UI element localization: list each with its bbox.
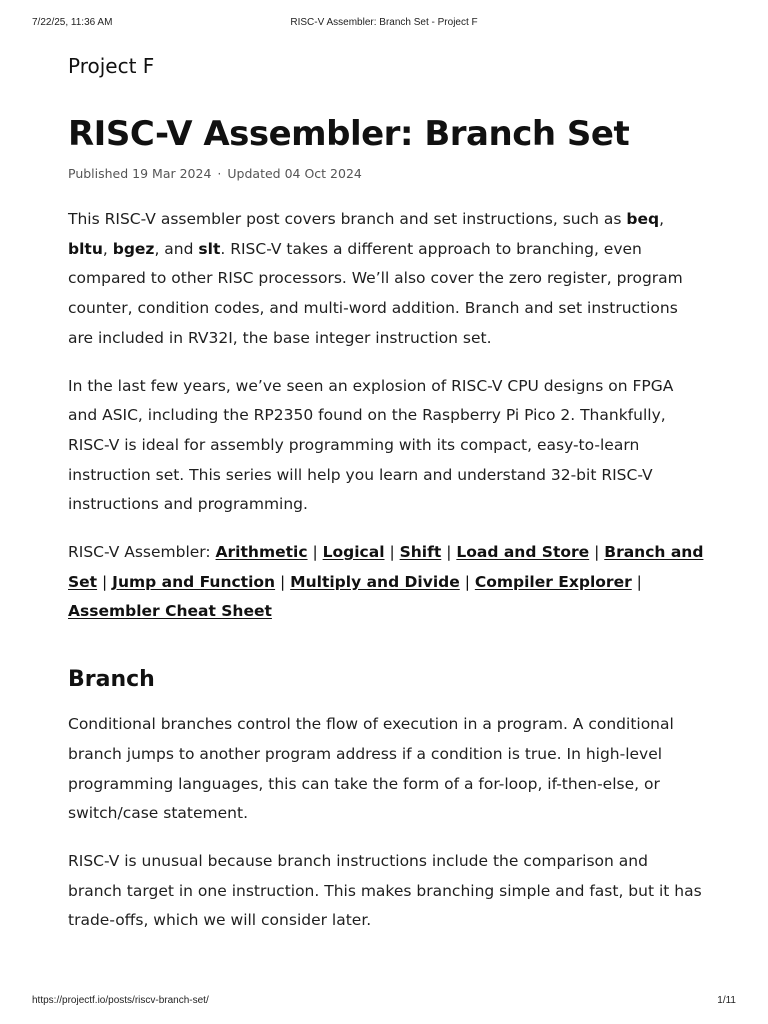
instr-bgez: bgez xyxy=(112,239,155,258)
series-separator: | xyxy=(384,543,400,562)
series-separator: | xyxy=(307,543,323,562)
series-separator: | xyxy=(441,543,457,562)
intro-text: This RISC-V assembler post covers branch and set instructions, such as xyxy=(68,210,627,228)
intro-text: , xyxy=(659,210,665,228)
series-label: RISC-V Assembler: xyxy=(68,543,216,562)
branch-paragraph-2: RISC-V is unusual because branch instructions include the comparison and branch target in one instruction. This makes branching simple and fast, but it has trade-offs, which we will consider later. xyxy=(68,851,702,930)
print-header xyxy=(0,17,768,31)
post-title: RISC-V Assembler: Branch Set xyxy=(68,114,630,154)
print-footer xyxy=(0,995,768,1009)
series-nav xyxy=(68,538,704,627)
post-meta xyxy=(68,166,362,181)
series-link-logical[interactable]: Logical xyxy=(322,543,385,562)
series-link-jump-function[interactable]: Jump and Function xyxy=(112,572,276,591)
print-page-number: 1/11 xyxy=(717,995,736,1006)
intro-text: . RISC-V takes a different approach to branching, even compared to other RISC processors. We’ll also cover the zero register, program counter, condition codes, and multi-word addition. Branch and set instructions are included in RV32I, the base integer instruction set. xyxy=(68,239,683,347)
series-link-cheat-sheet[interactable]: Assembler Cheat Sheet xyxy=(68,602,272,621)
series-separator: | xyxy=(589,543,605,562)
series-link-branch-set[interactable]: Branch and Set xyxy=(68,543,704,591)
print-doc-title: RISC-V Assembler: Branch Set - Project F xyxy=(290,17,478,28)
instr-beq: beq xyxy=(626,210,660,228)
intro-paragraph-1 xyxy=(68,205,704,354)
print-datetime: 7/22/25, 11:36 AM xyxy=(32,17,113,28)
instr-slt: slt xyxy=(198,239,221,258)
site-title[interactable]: Project F xyxy=(68,54,155,78)
instr-bltu: bltu xyxy=(68,239,103,258)
meta-separator: · xyxy=(217,166,222,181)
series-separator: | xyxy=(97,572,113,591)
series-link-shift[interactable]: Shift xyxy=(399,543,442,562)
series-separator: | xyxy=(631,572,642,591)
print-url: https://projectf.io/posts/riscv-branch-set/ xyxy=(32,995,209,1006)
post-content xyxy=(68,205,704,954)
intro-text: , and xyxy=(154,239,199,258)
branch-paragraph-1: Conditional branches control the flow of execution in a program. A conditional branch jumps to another program address if a condition is true. In high-level programming languages, this can take the form of a for-loop, if-then-else, or switch/case statement. xyxy=(68,715,674,823)
series-link-multiply-divide[interactable]: Multiply and Divide xyxy=(290,572,460,591)
updated-date: Updated 04 Oct 2024 xyxy=(227,166,362,181)
series-separator: | xyxy=(459,572,475,591)
series-separator: | xyxy=(275,572,291,591)
published-date: Published 19 Mar 2024 xyxy=(68,166,212,181)
intro-paragraph-2: In the last few years, we’ve seen an explosion of RISC-V CPU designs on FPGA and ASIC, including the RP2350 found on the Raspberry Pi Pico 2. Thankfully, RISC-V is ideal for assembly programming with its compact, easy-to-learn instruction set. This series will help you learn and understand 32-bit RISC-V instructions and programming. xyxy=(68,376,674,514)
section-heading-branch: Branch xyxy=(68,667,155,693)
series-link-load-store[interactable]: Load and Store xyxy=(456,543,590,562)
intro-text: , xyxy=(102,239,113,258)
series-link-compiler-explorer[interactable]: Compiler Explorer xyxy=(474,572,632,591)
series-link-arithmetic[interactable]: Arithmetic xyxy=(215,543,308,562)
